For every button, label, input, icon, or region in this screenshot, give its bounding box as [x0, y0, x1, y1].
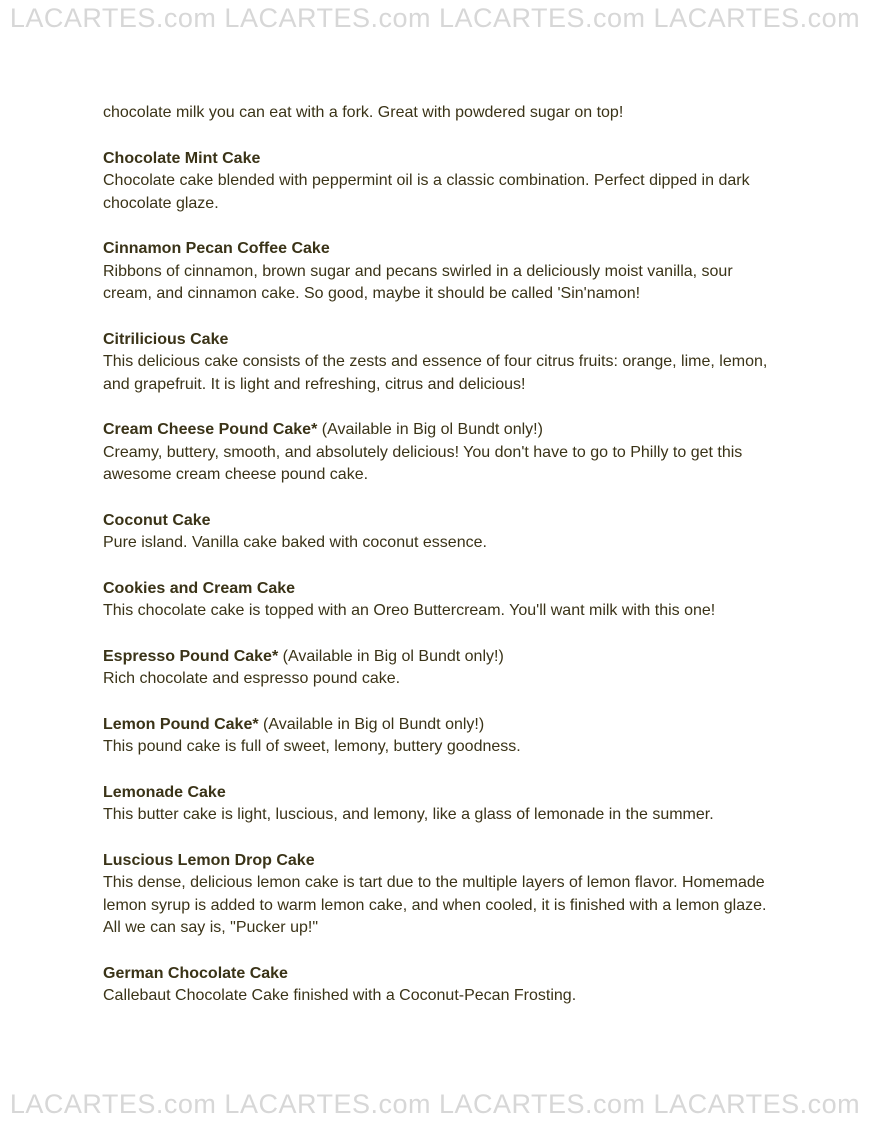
menu-item-note: (Available in Big ol Bundt only!)	[317, 421, 543, 438]
menu-item-description: Callebaut Chocolate Cake finished with a Coconut-Pecan Frosting.	[103, 987, 577, 1004]
menu-item-note: (Available in Big ol Bundt only!)	[278, 647, 504, 665]
menu-item-description: Ribbons of cinnamon, brown sugar and pecans swirled in a deliciously moist vanilla, sour cream, and cinnamon cake. So good, maybe it should be called 'Sin'namon!	[103, 262, 733, 302]
menu-item	[103, 510, 783, 555]
intro-text: chocolate milk you can eat with a fork. Great with powdered sugar on top!	[103, 104, 624, 121]
menu-item-description: This dense, delicious lemon cake is tart due to the multiple layers of lemon flavor. Homemade lemon syrup is added to warm lemon cake, and when cooled, it is finished with a lemon glaze. All we can say is, "Pucker up!"	[103, 874, 767, 936]
menu-item	[103, 850, 783, 940]
menu-item-name: Cookies and Cream Cake	[103, 579, 296, 597]
menu-item-description: This delicious cake consists of the zests and essence of four citrus fruits: orange, lime, lemon, and grapefruit. It is light and refreshing, citrus and delicious!	[103, 353, 768, 393]
menu-item-description: This pound cake is full of sweet, lemony, buttery goodness.	[103, 738, 521, 755]
menu-item-name: Espresso Pound Cake*	[103, 647, 279, 665]
menu-item	[103, 646, 783, 691]
menu-item-name: Lemon Pound Cake*	[103, 715, 259, 733]
watermark-bottom: LACARTES.com LACARTES.com LACARTES.com LACARTES.com	[9, 1089, 861, 1119]
menu-item-name: Lemonade Cake	[103, 783, 226, 801]
menu-item	[103, 782, 783, 827]
menu-item-description: This butter cake is light, luscious, and lemony, like a glass of lemonade in the summer.	[103, 806, 714, 823]
menu-item	[103, 963, 783, 1008]
menu-item	[103, 329, 783, 397]
menu-item-note: (Available in Big ol Bundt only!)	[258, 715, 485, 733]
menu-item-description: Creamy, buttery, smooth, and absolutely delicious! You don't have to go to Philly to get this awesome cream cheese pound cake.	[103, 443, 743, 483]
menu-item	[103, 238, 783, 306]
menu-item-name: Cream Cheese Pound Cake*	[103, 421, 318, 438]
watermark-top: LACARTES.com LACARTES.com LACARTES.com LACARTES.com	[9, 3, 861, 33]
menu-item	[103, 714, 783, 759]
menu-item-name: Coconut Cake	[103, 511, 211, 529]
menu-item	[103, 419, 783, 487]
menu-item	[103, 578, 783, 623]
menu-item-name: Cinnamon Pecan Coffee Cake	[103, 240, 330, 257]
menu-item-description: Chocolate cake blended with peppermint oil is a classic combination. Perfect dipped in dark chocolate glaze.	[103, 172, 750, 212]
menu-item-description: Rich chocolate and espresso pound cake.	[103, 670, 401, 687]
menu-item-name: Chocolate Mint Cake	[103, 149, 261, 167]
menu-item-name: German Chocolate Cake	[103, 964, 288, 982]
menu-item-name: Luscious Lemon Drop Cake	[103, 851, 315, 869]
menu-item-name: Citrilicious Cake	[103, 330, 229, 348]
menu-item-description: Pure island. Vanilla cake baked with coconut essence.	[103, 534, 487, 551]
menu-page	[103, 102, 783, 1031]
menu-item	[103, 148, 783, 216]
menu-item-description: This chocolate cake is topped with an Oreo Buttercream. You'll want milk with this one!	[103, 602, 716, 619]
